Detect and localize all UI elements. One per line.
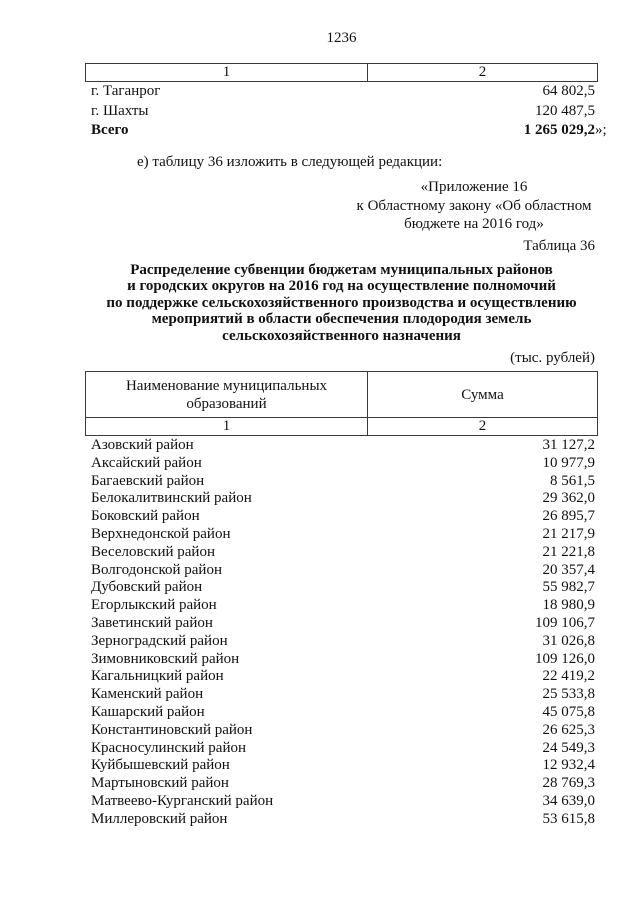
header-line: Сумма [461,386,504,403]
subvention-amount: 18 980,9 [542,597,595,614]
table-row [85,455,598,473]
table-row [85,811,598,829]
table-title [70,262,613,345]
municipality-name: Каменский район [91,686,204,703]
table-row [85,597,598,615]
table-row [85,82,598,102]
table-row [85,526,598,544]
table-row [85,722,598,740]
header-titles-row [86,372,597,418]
header-line: Наименование муниципальных [125,377,328,394]
column-number-2: 2 [478,64,487,80]
appendix-line: «Приложение 16 [420,179,528,195]
page-number: 1236 [326,30,357,46]
column-header-sum [368,372,597,417]
subvention-amount: 55 982,7 [542,579,595,596]
subvention-amount: 34 639,0 [542,792,595,809]
municipality-name: Багаевский район [91,472,205,489]
title-line: сельскохозяйственного назначения [222,327,461,344]
top-table-column-numbers [85,63,598,82]
table-row [85,704,598,722]
municipality-name: Боковский район [91,508,200,525]
subvention-amount: 53 615,8 [542,810,595,827]
subvention-amount: 109 106,7 [535,614,595,631]
municipality-name: Мартыновский район [91,775,229,792]
subvention-amount: 22 419,2 [542,668,595,685]
municipality-name: Зимовниковский район [91,650,240,667]
municipality-name: Красносулинский район [91,739,247,756]
municipality-name: Веселовский район [91,543,215,560]
total-row [85,121,607,141]
subvention-amount: 20 357,4 [542,561,595,578]
header-column-numbers-row [86,418,597,435]
table-row [85,437,598,455]
municipality-name: Матвеево-Курганский район [91,792,274,809]
municipality-name: Азовский район [91,437,194,453]
total-value: 1 265 029,2 [523,122,595,138]
appendix-line: бюджете на 2016 год» [404,216,544,232]
municipality-name: Кагальницкий район [91,668,224,685]
subvention-amount: 8 561,5 [550,472,595,489]
table-row [85,490,598,508]
title-line: по поддержке сельскохозяйственного производства и осуществлению [106,294,577,311]
title-line: и городских округов на 2016 год на осуществление полномочий [127,278,556,295]
amendment-instruction: е) таблицу 36 изложить в следующей редакции: [137,154,443,170]
table-row [85,793,598,811]
main-table-body [85,437,598,829]
title-line: Распределение субвенции бюджетам муниципальных районов [130,261,553,278]
subvention-amount: 29 362,0 [542,490,595,507]
table-row [85,668,598,686]
appendix-heading [340,178,608,234]
municipality-name: Волгодонской район [91,561,222,578]
municipality-name: Заветинский район [91,614,213,631]
amount-value: 64 802,5 [542,83,595,99]
subvention-amount: 26 895,7 [542,508,595,525]
table-row [85,544,598,562]
municipality-name: Кашарский район [91,703,205,720]
table-row [85,775,598,793]
municipality-name: Куйбышевский район [91,757,230,774]
top-table-rows [85,82,598,121]
subvention-amount: 31 026,8 [542,632,595,649]
table-row [85,508,598,526]
table-row [85,651,598,669]
subvention-amount: 26 625,3 [542,721,595,738]
table-row [85,615,598,633]
table-row [85,686,598,704]
table-label: Таблица 36 [523,238,595,254]
subvention-amount: 21 221,8 [542,543,595,560]
appendix-line: к Областному закону «Об областном [356,197,592,214]
subvention-amount: 24 549,3 [542,739,595,756]
main-table-rows [85,437,598,829]
municipality-name: Константиновский район [91,721,253,738]
column-number-1: 1 [86,418,368,435]
municipality-name: Дубовский район [91,579,203,596]
table-row [85,579,598,597]
main-table-header [85,371,598,436]
subvention-amount: 28 769,3 [542,775,595,792]
top-table-body [85,82,607,141]
table-row [85,562,598,580]
table-row [85,102,598,122]
municipality-name: Егорлыкский район [91,597,217,614]
subvention-amount: 31 127,2 [542,437,595,453]
subvention-amount: 21 217,9 [542,525,595,542]
total-amount-cell [367,121,607,141]
subvention-amount: 25 533,8 [542,686,595,703]
municipality-name: Зерноградский район [91,632,228,649]
total-label: Всего [91,122,129,138]
table-row [85,473,598,491]
column-header-name [86,372,368,417]
subvention-amount: 12 932,4 [542,757,595,774]
municipality-name: Аксайский район [91,454,202,471]
municipality-name: г. Таганрог [91,83,161,99]
subvention-amount: 109 126,0 [535,650,595,667]
units-note: (тыс. рублей) [510,350,595,366]
municipality-name: Миллеровский район [91,810,228,827]
table-row [85,757,598,775]
municipality-name: г. Шахты [91,102,149,119]
subvention-amount: 10 977,9 [542,454,595,471]
header-line: образований [186,395,267,412]
column-number-1: 1 [86,64,368,81]
amount-value: 120 487,5 [535,102,595,119]
column-number-2: 2 [478,418,487,434]
municipality-name: Верхнедонской район [91,525,231,542]
title-line: мероприятий в области обеспечения плодородия земель [151,311,532,328]
table-row [85,633,598,651]
municipality-name: Белокалитвинский район [91,490,252,507]
table-row [85,740,598,758]
subvention-amount: 45 075,8 [542,703,595,720]
closing-quote-suffix: »; [595,122,607,138]
